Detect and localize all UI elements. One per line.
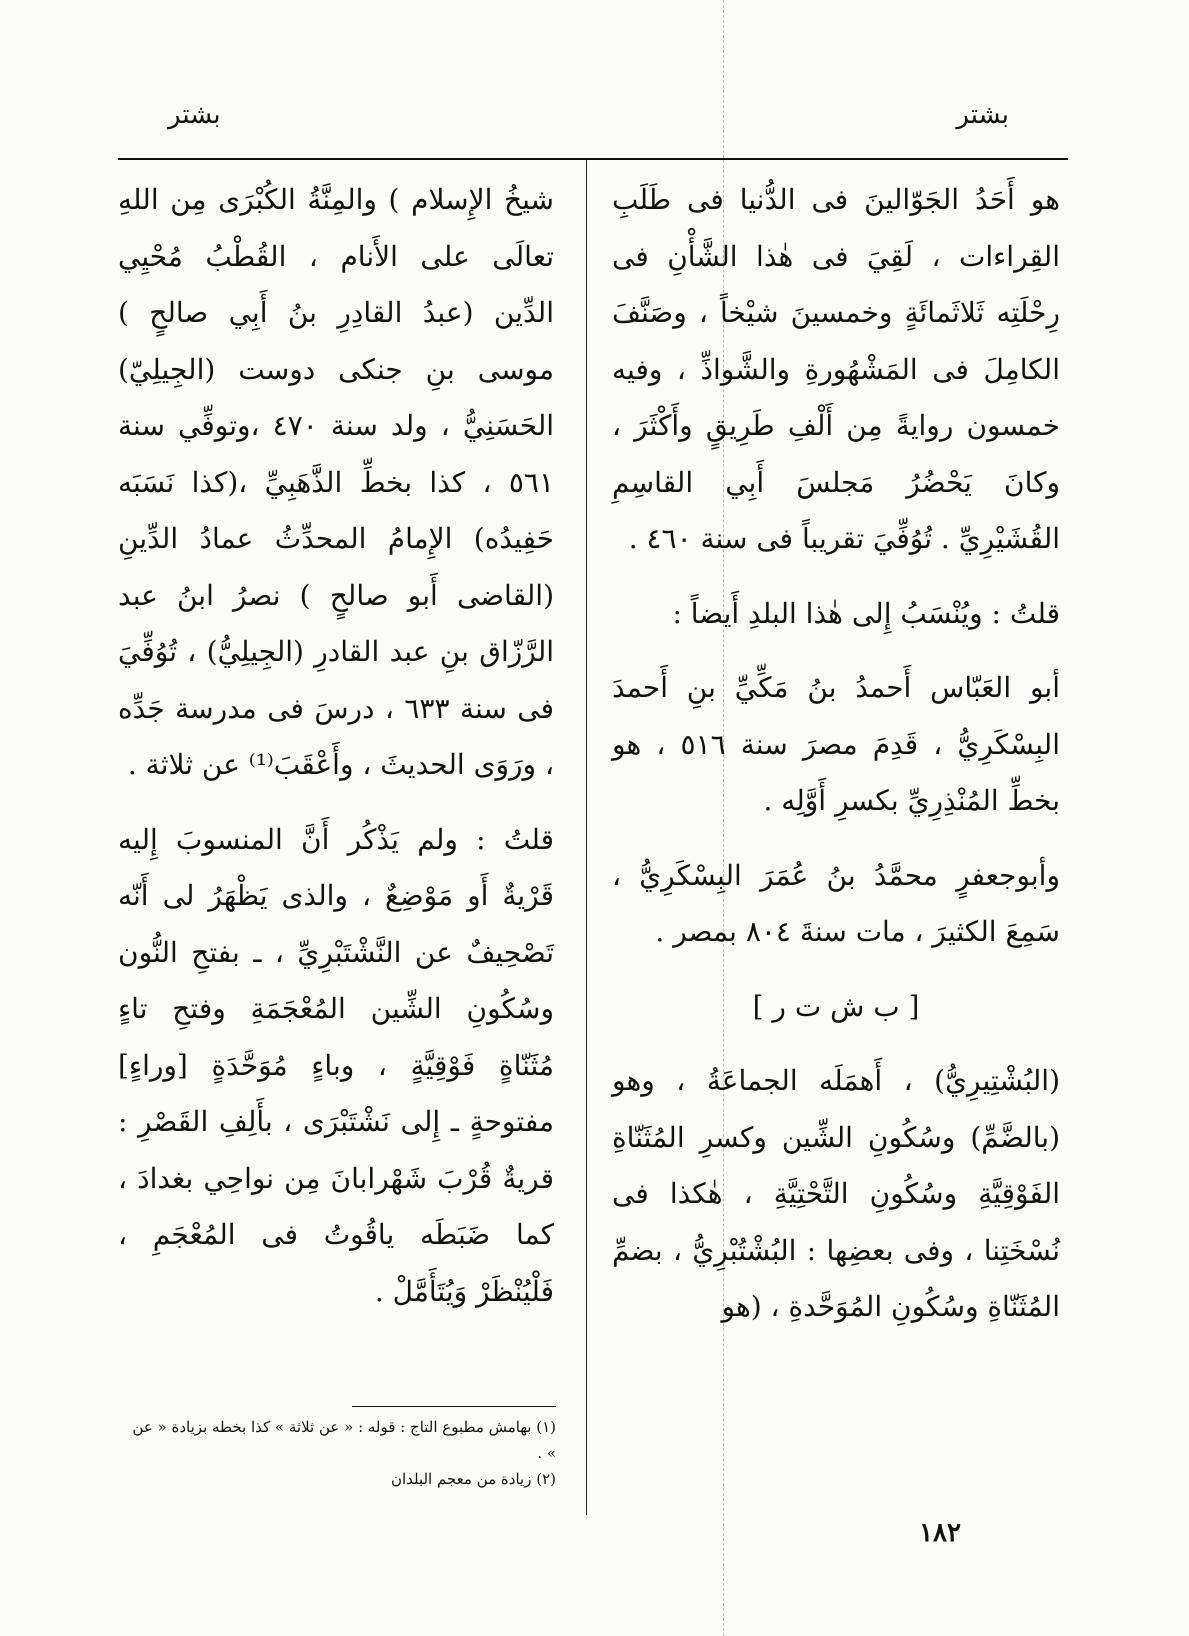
left-column — [118, 172, 554, 1320]
right-column — [612, 172, 1060, 1336]
entry-paragraph: شيخُ الإِسلام ) والمِنَّةُ الكُبْرَى مِن اللهِ تعالَى على الأَنام ، القُطْبُ مُحْيِي الدِّين (عبدُ القادِرِ بنُ أَبِي صالحٍ ) موسى بنِ جنكى دوست (الجِيلِيّ) الحَسَنِيُّ ، ولد سنة ٤٧٠ ،وتوفِّي سنة ٥٦١ ، كذا بخطِّ الذَّهَبِيِّ ،(كذا نَسَبَه حَفِيدُه) الإِمامُ المحدِّثُ عمادُ الدِّينِ (القاضى أَبو صالحٍ ) نصرُ ابنُ عبد الرَّزّاق بنِ عبد القادرِ (الجِيلِيُّ) ، تُوُفِّيَ فى سنة ٦٣٣ ، درسَ فى مدرسة جَدِّه ، ورَوَى الحديثَ ، وأَعْقَبَ⁽¹⁾ عن ثلاثة . — [118, 183, 555, 781]
header-rule — [118, 158, 1068, 160]
footnote: (١) بهامش مطبوع التاج : قوله : « عن ثلاثة » كذا بخطه بزيادة « عن » . — [132, 1418, 556, 1462]
footnotes — [120, 1414, 556, 1492]
entry-paragraph: قلتُ : ولم يَذْكُر أَنَّ المنسوبَ إِليه قَرْيةٌ أَو مَوْضِعٌ ، والذى يَظْهَرُ لى أَنّه تَصْحِيفٌ عن النَّشْتَبْرِيِّ ، ـ بفتحِ النُّون وسُكُونِ الشِّين المُعْجَمَةِ وفتحِ تاءٍ مُثَنّاةٍ فَوْقِيَّةٍ ، وباءٍ مُوَحَّدَةٍ [وراءٍ] مفتوحةٍ ـ إِلى نَشْتَبْرَى ، بأَلِفِ القَصْرِ : قريةٌ قُرْبَ شَهْرابانَ مِن نواحِي بغدادَ ، كما ضَبَطَه ياقُوتُ فى المُعْجَمِ ، فَلْيُنْظَرْ وَيُتَأَمَّلْ . — [118, 822, 554, 1308]
root-heading: [ ب ش ت ر ] — [752, 989, 920, 1023]
footnote: (٢) زيادة من معجم البلدان — [390, 1470, 556, 1488]
entry-paragraph: هو أَحَدُ الجَوّالينَ فى الدُّنيا فى طَلَبِ القِراءات ، لَقِيَ فى هٰذا الشَّأْنِ فى رِحْلَتِه ثَلاثَمائَةٍ وخمسينَ شيْخاً ، وصَنَّفَ الكامِلَ فى المَشْهُورةِ والشَّواذِّ ، وفيه خمسون روايةً مِن أَلْفِ طَرِيقٍ وأَكْثَرَ ، وكانَ يَحْضُرُ مَجلسَ أَبِي القاسِمِ القُشَيْرِيِّ . تُوُفِّيَ تقريباً فى سنة ٤٦٠ . — [612, 183, 1060, 555]
footnote-rule — [352, 1406, 556, 1407]
column-divider — [586, 160, 587, 1515]
running-header-left: بشتر — [168, 100, 221, 130]
entry-paragraph: (البُشْتِيرِيُّ) ، أَهمَلَه الجماعَةُ ، وهو (بالضَّمِّ) وسُكُونِ الشِّين وكسرِ المُثَنّاةِ الفَوْقِيَّةِ وسُكُونِ التَّحْتِيَّةِ ، هٰكذا فى نُسْخَتِنا ، وفى بعضِها : البُشْتُبْرِيُّ ، بضمِّ المُثَنّاةِ وسُكُونِ المُوَحَّدةِ ، (هو — [612, 1064, 1060, 1323]
running-header-right: بشتر — [956, 100, 1009, 130]
entry-paragraph: قلتُ : ويُنْسَبُ إِلى هٰذا البلدِ أَيضاً : — [672, 596, 1060, 630]
page-number: ١٨٢ — [919, 1518, 961, 1548]
entry-paragraph: أبو العَبّاس أَحمدُ بنُ مَكِّيِّ بنِ أَحمدَ البِسْكَرِيُّ ، قَدِمَ مصرَ سنة ٥١٦ ، هو بخطِّ المُنْذِرِيِّ بكسرِ أَوَّلِه . — [612, 671, 1060, 817]
entry-paragraph: وأبوجعفرٍ محمَّدُ بنُ عُمَرَ البِسْكَرِيُّ ، سَمِعَ الكثيرَ ، مات سنةَ ٨٠٤ بمصر . — [612, 858, 1060, 948]
